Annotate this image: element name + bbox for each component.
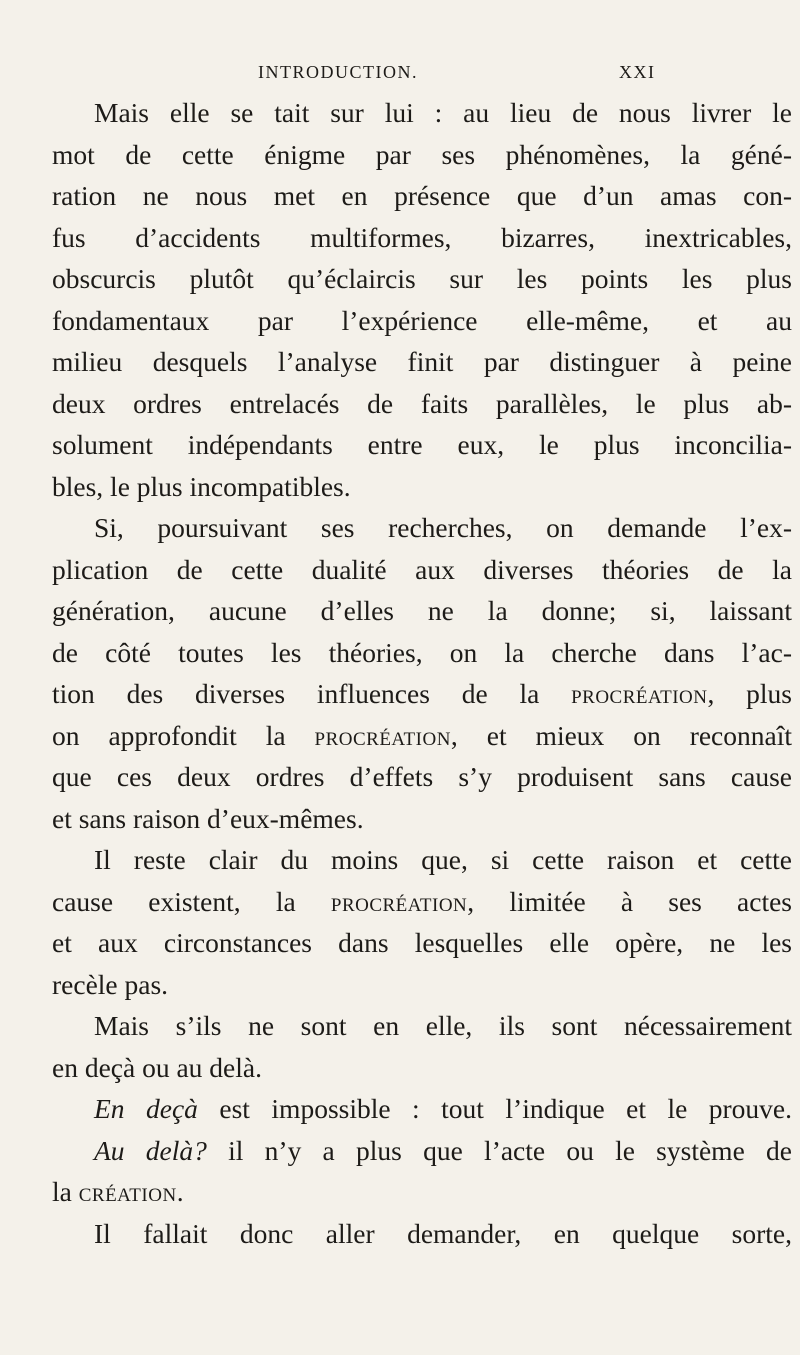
running-title: INTRODUCTION. <box>258 62 418 82</box>
text-line: tion des diverses influences de la procréation, plus <box>52 678 792 709</box>
page-number: XXI <box>619 62 656 82</box>
text-line: En deçà est impossible : tout l’indique et le prouve. <box>94 1093 793 1124</box>
text-line: plication de cette dualité aux diverses théories de la <box>52 553 792 585</box>
text-line: milieu desquels l’analyse finit par distinguer à peine <box>52 346 792 377</box>
text-line: cause existent, la procréation, limitée à ses actes <box>52 885 793 917</box>
text-line: recèle pas. <box>52 968 169 1000</box>
running-head <box>258 62 792 88</box>
text-line: et aux circonstances dans lesquelles elle opère, ne les <box>52 927 792 958</box>
small-caps-term: création <box>78 1176 177 1207</box>
text-line: fondamentaux par l’expérience elle-même, et au <box>52 304 792 336</box>
text-line: que ces deux ordres d’effets s’y produisent sans cause <box>52 761 792 792</box>
text-line: deux ordres entrelacés de faits parallèles, le plus ab- <box>52 387 792 419</box>
text-line: fus d’accidents multiformes, bizarres, inextricables, <box>52 221 792 253</box>
text-line: Mais s’ils ne sont en elle, ils sont nécessairement <box>94 1010 792 1041</box>
italic-phrase: En deçà <box>94 1093 198 1124</box>
small-caps-term: procréation <box>571 678 708 709</box>
text-line: et sans raison d’eux-mêmes. <box>52 802 364 834</box>
text-line: la création. <box>52 1176 184 1207</box>
text-line: Au delà? il n’y a plus que l’acte ou le système de <box>94 1134 792 1166</box>
small-caps-term: procréation <box>314 719 451 751</box>
italic-phrase: Au delà? <box>94 1134 207 1166</box>
text-line: solument indépendants entre eux, le plus inconcilia- <box>52 429 792 460</box>
text-line: bles, le plus incompatibles. <box>52 470 351 502</box>
text-line: Il reste clair du moins que, si cette raison et cette <box>94 844 792 875</box>
text-line: obscurcis plutôt qu’éclaircis sur les points les plus <box>52 263 792 294</box>
text-line: Mais elle se tait sur lui : au lieu de nous livrer le <box>94 97 792 128</box>
text-line: Si, poursuivant ses recherches, on demande l’ex- <box>94 512 792 543</box>
text-line: mot de cette énigme par ses phénomènes, la géné- <box>52 138 792 170</box>
text-line: génération, aucune d’elles ne la donne; si, laissant <box>52 595 792 626</box>
text-line: on approfondit la procréation, et mieux on reconnaît <box>52 719 792 751</box>
body-text <box>52 92 792 1254</box>
text-line: ration ne nous met en présence que d’un amas con- <box>52 180 792 211</box>
small-caps-term: procréation <box>330 885 468 917</box>
text-line: de côté toutes les théories, on la cherche dans l’ac- <box>52 636 792 668</box>
text-line: en deçà ou au delà. <box>52 1051 262 1083</box>
text-line: Il fallait donc aller demander, en quelque sorte, <box>94 1217 792 1249</box>
